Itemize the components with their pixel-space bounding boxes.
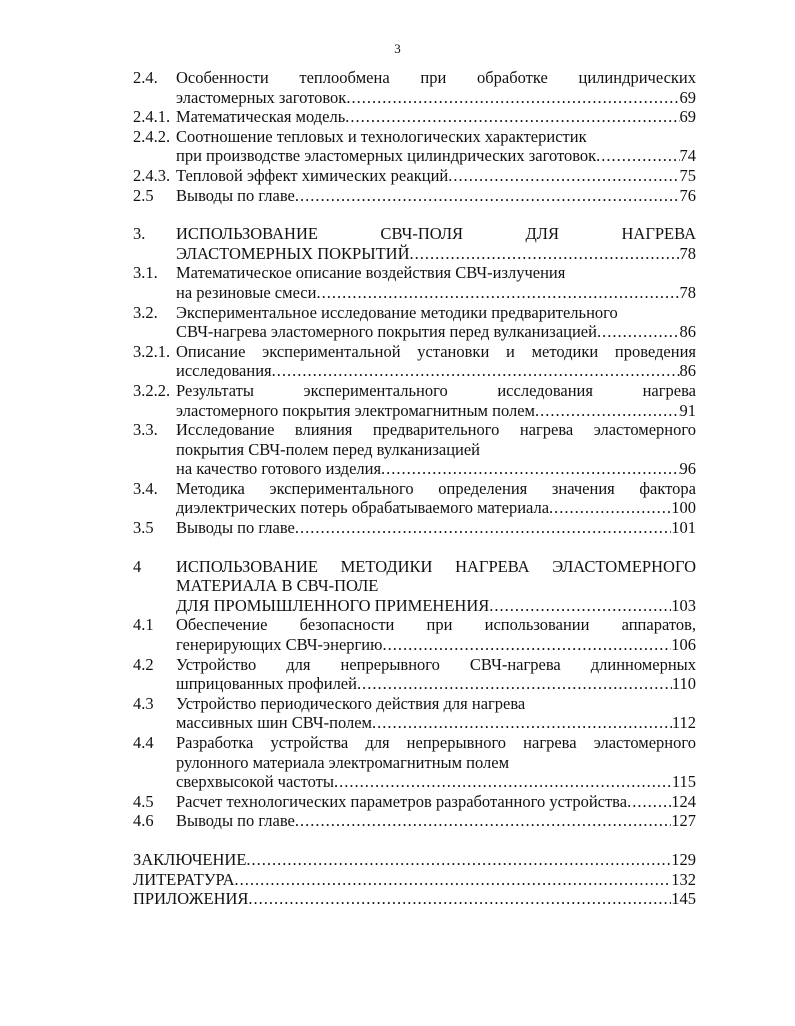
toc-entry-number: 3.1. <box>133 263 158 283</box>
toc-entry-title-line: Результаты экспериментального исследования нагрева <box>176 380 696 400</box>
toc-entry-title: Математическая модель <box>176 107 346 127</box>
toc-entry-number: 4.6 <box>133 811 154 831</box>
toc-entry-number: 3.4. <box>133 478 158 498</box>
toc-entry-title-line: Устройство для непрерывного СВЧ-нагрева длинномерных <box>176 654 696 674</box>
toc-entry-page: 129 <box>671 849 696 869</box>
toc-entry-page: 75 <box>679 165 696 185</box>
toc-entry-page: 100 <box>671 498 696 518</box>
toc-entry-title: шприцованных профилей <box>176 674 357 694</box>
leader-dots <box>235 870 672 890</box>
toc-entry-page: 101 <box>671 518 696 538</box>
toc-entry[interactable] <box>133 127 696 166</box>
toc-entry-title-line: Экспериментальное исследование методики предварительного <box>176 302 618 322</box>
toc-entry-title: сверхвысокой частоты <box>176 772 334 792</box>
toc-entry-number: 2.4.2. <box>133 126 171 146</box>
toc-entry-title-line: покрытия СВЧ-полем перед вулканизацией <box>176 439 481 459</box>
toc-entry-number: 3.2. <box>133 302 158 322</box>
toc-entry-page: 106 <box>671 635 696 655</box>
toc-entry-title: Тепловой эффект химических реакций <box>176 165 449 185</box>
toc-entry-page: 124 <box>671 791 696 811</box>
toc-back-matter-literature[interactable] <box>133 870 696 890</box>
leader-dots <box>596 146 679 166</box>
toc-entry-number: 2.4.1. <box>133 107 171 127</box>
toc-entry-number: 3.3. <box>133 420 158 440</box>
toc-entry-page: 96 <box>679 459 696 479</box>
leader-dots <box>316 283 679 303</box>
toc-entry-title-line: Особенности теплообмена при обработке цилиндрических <box>176 68 696 87</box>
toc-entry[interactable] <box>133 263 696 302</box>
toc-entry-title: ЛИТЕРАТУРА <box>133 869 235 889</box>
toc-chapter-entry[interactable] <box>133 224 696 263</box>
toc-entry[interactable] <box>133 166 696 186</box>
toc-entry-title: СВЧ-нагрева эластомерного покрытия перед вулканизацией <box>176 322 597 342</box>
toc-entry-title-line: Математическое описание воздействия СВЧ-излучения <box>176 263 566 283</box>
toc-entry-title-line: МАТЕРИАЛА В СВЧ-ПОЛЕ <box>176 576 379 596</box>
toc-entry-page: 112 <box>671 713 696 733</box>
toc-entry[interactable] <box>133 420 696 479</box>
toc-entry-title-line: Исследование влияния предварительного нагрева эластомерного <box>176 420 696 440</box>
toc-entry-page: 103 <box>671 595 696 615</box>
toc-entry-number: 4.1 <box>133 615 154 635</box>
toc-entry-title: массивных шин СВЧ-полем <box>176 713 372 733</box>
toc-entry-number: 2.5 <box>133 185 154 205</box>
toc-entry-title: Выводы по главе <box>176 185 295 205</box>
toc-entry[interactable] <box>133 615 696 654</box>
toc-entry[interactable] <box>133 811 696 831</box>
toc-entry-number: 4.2 <box>133 654 154 674</box>
toc-entry[interactable] <box>133 792 696 812</box>
toc-entry[interactable] <box>133 655 696 694</box>
toc-entry-number: 4.4 <box>133 733 154 752</box>
toc-entry-title: ДЛЯ ПРОМЫШЛЕННОГО ПРИМЕНЕНИЯ <box>176 595 490 615</box>
toc-entry[interactable] <box>133 381 696 420</box>
leader-dots <box>272 361 680 381</box>
toc-entry-page: 74 <box>679 146 696 166</box>
toc-entry-title: эластомерных заготовок <box>176 87 347 107</box>
toc-entry-page: 86 <box>679 361 696 381</box>
toc-back-matter-appendices[interactable] <box>133 889 696 909</box>
toc-entry-page: 78 <box>679 243 696 263</box>
toc-entry-title-line: ИСПОЛЬЗОВАНИЕ МЕТОДИКИ НАГРЕВА ЭЛАСТОМЕРНОГО <box>176 556 696 576</box>
toc-entry-number: 2.4.3. <box>133 165 171 185</box>
leader-dots <box>535 401 680 421</box>
toc-entry-title: генерирующих СВЧ-энергию <box>176 635 383 655</box>
toc-entry[interactable] <box>133 107 696 127</box>
toc-entry-page: 127 <box>671 811 696 831</box>
toc-entry-number: 3. <box>133 224 146 244</box>
leader-dots <box>372 713 672 733</box>
leader-dots <box>597 322 680 342</box>
toc-entry-title-line: Описание экспериментальной установки и методики проведения <box>176 341 696 361</box>
leader-dots <box>346 88 679 108</box>
toc-entry-title: на качество готового изделия <box>176 459 382 479</box>
leader-dots <box>381 459 679 479</box>
toc-entry-title: исследования <box>176 361 272 381</box>
leader-dots <box>295 186 680 206</box>
toc-entry[interactable] <box>133 733 696 792</box>
toc-entry-title: Выводы по главе <box>176 811 295 831</box>
toc-chapter-entry[interactable] <box>133 557 696 616</box>
leader-dots <box>295 811 671 831</box>
toc-entry-title-line: ИСПОЛЬЗОВАНИЕ СВЧ-ПОЛЯ ДЛЯ НАГРЕВА <box>176 224 696 244</box>
toc-entry-page: 69 <box>679 107 696 127</box>
leader-dots <box>489 596 671 616</box>
toc-entry-page: 91 <box>679 400 696 420</box>
toc-entry-page: 145 <box>671 889 696 909</box>
toc-entry-number: 4.3 <box>133 693 154 713</box>
toc-entry-number: 3.2.1. <box>133 341 171 361</box>
leader-dots <box>410 244 680 264</box>
toc-entry-title-line: Методика экспериментального определения значения фактора <box>176 478 696 498</box>
leader-dots <box>357 674 672 694</box>
toc-entry-title-line: Разработка устройства для непрерывного нагрева эластомерного <box>176 733 696 752</box>
toc-entry-title: эластомерного покрытия электромагнитным полем <box>176 400 535 420</box>
toc-entry[interactable] <box>133 694 696 733</box>
toc-entry-page: 110 <box>671 674 696 694</box>
toc-entry-title: на резиновые смеси <box>176 282 317 302</box>
toc-entry-number: 2.4. <box>133 68 158 87</box>
toc-entry-number: 3.2.2. <box>133 380 171 400</box>
leader-dots <box>295 518 671 538</box>
toc-entry[interactable] <box>133 68 696 107</box>
table-of-contents <box>133 68 696 909</box>
toc-entry-title-line: Устройство периодического действия для нагрева <box>176 693 526 713</box>
toc-entry-page: 115 <box>671 772 696 792</box>
leader-dots <box>345 107 679 127</box>
toc-entry-title: при производстве эластомерных цилиндрических заготовок <box>176 146 597 166</box>
toc-entry-number: 3.5 <box>133 518 154 538</box>
leader-dots <box>448 166 679 186</box>
leader-dots <box>246 850 671 870</box>
leader-dots <box>549 498 671 518</box>
toc-entry-page: 69 <box>679 87 696 107</box>
toc-entry-number: 4 <box>133 556 142 576</box>
toc-entry-page: 86 <box>679 322 696 342</box>
toc-entry-title: Расчет технологических параметров разработанного устройства <box>176 791 628 811</box>
leader-dots <box>382 635 671 655</box>
toc-entry-number: 4.5 <box>133 791 154 811</box>
toc-back-matter-conclusion[interactable] <box>133 850 696 870</box>
toc-entry[interactable] <box>133 518 696 538</box>
toc-entry-title: ЗАКЛЮЧЕНИЕ <box>133 849 247 869</box>
toc-entry-title: Выводы по главе <box>176 518 295 538</box>
toc-entry[interactable] <box>133 303 696 342</box>
toc-entry-title-line: Обеспечение безопасности при использовании аппаратов, <box>176 615 696 635</box>
leader-dots <box>248 889 671 909</box>
toc-entry[interactable] <box>133 186 696 206</box>
toc-entry-page: 132 <box>671 869 696 889</box>
leader-dots <box>627 792 671 812</box>
page-number: 3 <box>394 41 401 56</box>
toc-entry-title: ЭЛАСТОМЕРНЫХ ПОКРЫТИЙ <box>176 243 410 263</box>
toc-entry-page: 76 <box>679 185 696 205</box>
leader-dots <box>334 772 672 792</box>
toc-entry[interactable] <box>133 342 696 381</box>
toc-entry-page: 78 <box>679 282 696 302</box>
toc-entry[interactable] <box>133 479 696 518</box>
toc-entry-title-line: рулонного материала электромагнитным полем <box>176 752 510 772</box>
toc-entry-title-line: Соотношение тепловых и технологических характеристик <box>176 126 587 146</box>
toc-entry-title: диэлектрических потерь обрабатываемого материала <box>176 498 550 518</box>
toc-entry-title: ПРИЛОЖЕНИЯ <box>133 889 249 909</box>
